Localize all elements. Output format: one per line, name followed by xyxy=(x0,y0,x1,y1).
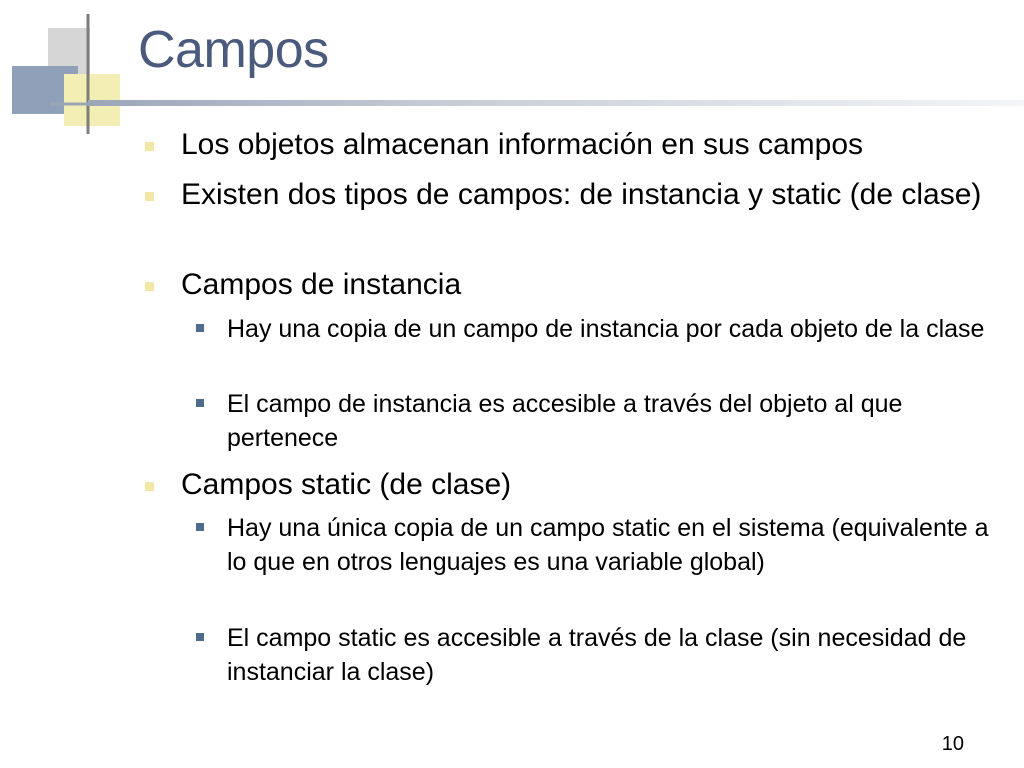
bullet-item: Existen dos tipos de campos: de instancia y static (de clase) xyxy=(181,178,982,211)
sub-bullet-marker xyxy=(196,324,204,332)
bullet-marker xyxy=(145,142,154,151)
sub-bullet-item: El campo de instancia es accesible a través del objeto al que pertenece xyxy=(227,390,903,452)
bullet-marker xyxy=(145,192,154,201)
sub-bullet-marker xyxy=(196,633,204,641)
bullet-item: Campos static (de clase) xyxy=(181,468,512,501)
sub-bullet-item: Hay una copia de un campo de instancia por cada objeto de la clase xyxy=(227,315,985,343)
sub-bullet-item: El campo static es accesible a través de la clase (sin necesidad de instanciar la clase) xyxy=(227,624,967,686)
sub-bullet-marker xyxy=(196,523,204,531)
corner-decoration xyxy=(0,0,140,140)
bullet-item: Los objetos almacenan información en sus campos xyxy=(181,128,864,161)
bullet-marker xyxy=(145,282,154,291)
slide-title: Campos xyxy=(138,21,329,79)
page-number: 10 xyxy=(941,733,964,755)
title-underline xyxy=(88,100,1024,106)
sub-bullet-marker xyxy=(196,399,204,407)
bullet-item: Campos de instancia xyxy=(181,268,462,301)
bullet-marker xyxy=(145,482,154,491)
sub-bullet-item: Hay una única copia de un campo static en el sistema (equivalente a lo que en otros lenguajes es una variable global) xyxy=(227,514,989,576)
